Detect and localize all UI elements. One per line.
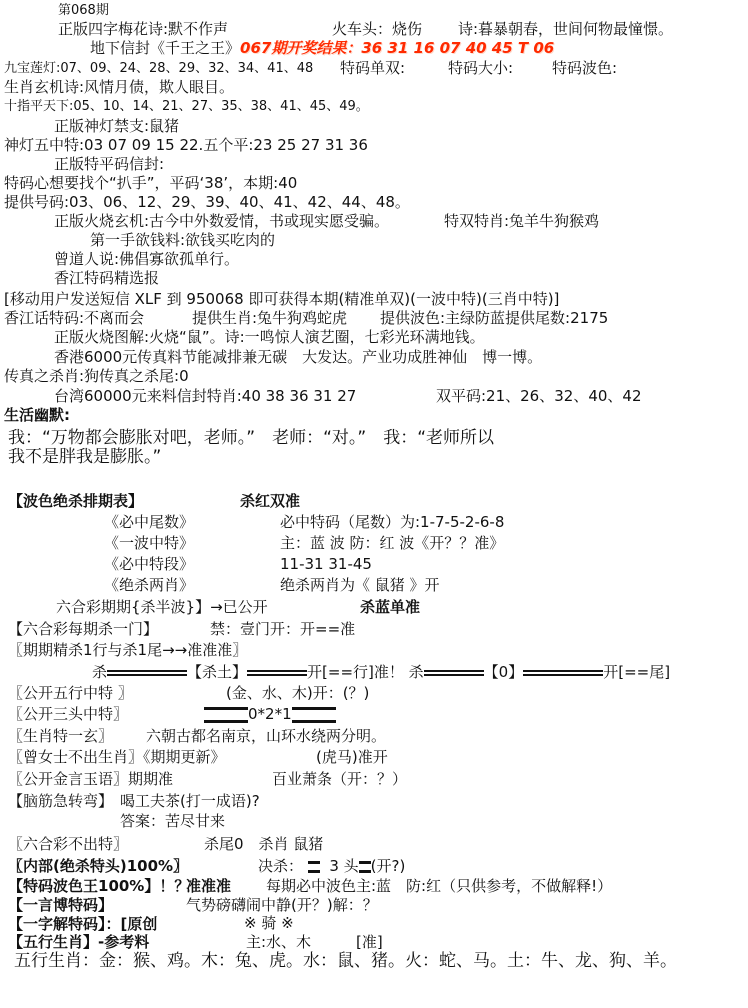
sms-promo: [移动用户发送短信 XLF 到 950068 即可获得本期(精准单双)(一波中特)(三肖中特)] bbox=[4, 290, 560, 308]
internal-kill-value bbox=[258, 857, 405, 875]
wave-title: 《一波中特》 bbox=[104, 534, 195, 552]
zodiac-mystery-value: 六朝古都名南京，山环水绕两分明。 bbox=[146, 727, 387, 745]
segment-value: 11-31 31-45 bbox=[280, 555, 372, 573]
kill-element-row bbox=[92, 663, 670, 681]
double-line bbox=[247, 670, 307, 676]
envelope-flat: 正版特平码信封: bbox=[54, 155, 165, 173]
double-line bbox=[107, 670, 187, 676]
humor-line-1: 我：“万物都会膨胀对吧，老师。” 老师：“对。” 我：“老师所以 bbox=[8, 428, 495, 448]
plum-poem-title: 正版四字梅花诗:默不作声 bbox=[58, 20, 229, 38]
zodiac-mystery-title: 〖生肖特一玄〗 bbox=[8, 727, 114, 745]
provided-wave: 提供波色:主绿防蓝提供尾数:2175 bbox=[380, 309, 609, 327]
issue-number: 第068期 bbox=[58, 3, 109, 18]
bars-left bbox=[204, 707, 248, 723]
open-q: (开?) bbox=[370, 857, 406, 875]
provided-numbers: 提供号码:03、06、12、29、39、40、41、42、44、48。 bbox=[4, 193, 410, 211]
underground-envelope-label: 地下信封《千王之王》 bbox=[90, 39, 241, 57]
double-line bbox=[523, 670, 603, 676]
poem-line: 诗:暮暴朝春，世间何物最憧憬。 bbox=[458, 20, 674, 38]
one-char-title: 【一字解特码】：[原创 bbox=[8, 915, 158, 933]
three-head-value bbox=[204, 705, 336, 723]
no-special-title: 〖六合彩不出特〗 bbox=[8, 835, 129, 853]
underground-envelope bbox=[90, 39, 554, 57]
hk-select: 香江特码精选报 bbox=[54, 269, 160, 287]
golden-words-value: 百业萧条（开：？） bbox=[272, 770, 408, 788]
kill-label: 杀 bbox=[408, 663, 424, 681]
zodiac-poem: 生肖玄机诗:风情月债，欺人眼目。 bbox=[4, 78, 235, 96]
open-row: 开[==行]准！ bbox=[307, 663, 404, 681]
fire-diagram: 正版火烧图解:火烧“鼠”。诗:一鸣惊人演艺圈，七彩光环满地钱。 bbox=[54, 328, 485, 346]
hk-talk: 香江话特码:不离而会 bbox=[4, 309, 145, 327]
three-head-code: 0*2*1 bbox=[248, 705, 292, 723]
lamp-five: 神灯五中特:03 07 09 15 22.五个平:23 25 27 31 36 bbox=[4, 136, 368, 154]
odd-even-label: 特码单双: bbox=[340, 59, 406, 77]
special-zodiac: 特双特肖:兔羊牛狗猴鸡 bbox=[444, 212, 600, 230]
kill-blue: 杀蓝单准 bbox=[360, 598, 421, 616]
big-small-label: 特码大小: bbox=[448, 59, 514, 77]
kill-door-title: 【六合彩每期杀一门】 bbox=[8, 620, 159, 638]
kill-zero: 【0】 bbox=[483, 663, 524, 681]
wave-value: 主：蓝 波 防：红 波《开？？准》 bbox=[280, 534, 505, 552]
taiwan-envelope: 台湾60000元来料信封特肖:40 38 36 31 27 bbox=[54, 387, 357, 405]
five-zodiac-accurate: [准] bbox=[356, 933, 383, 951]
three-head: 3 头 bbox=[329, 857, 359, 875]
five-zodiac-main: 主:水、木 bbox=[246, 933, 312, 951]
three-head-title: 〖公开三头中特〗 bbox=[8, 705, 129, 723]
golden-words-title: 〖公开金言玉语〗期期准 bbox=[8, 770, 174, 788]
riddle-question: 喝工夫茶(打一成语)? bbox=[120, 792, 260, 810]
zeng-says: 曾道人说:佛倡寡欲孤单行。 bbox=[54, 250, 240, 268]
open-tail: 开[==尾] bbox=[603, 663, 671, 681]
kill-label: 杀 bbox=[92, 663, 108, 681]
bars bbox=[308, 861, 320, 873]
provided-zodiac: 提供生肖:兔牛狗鸡蛇虎 bbox=[192, 309, 348, 327]
wave-king-accurate: 准准准 bbox=[186, 877, 232, 895]
two-zodiac-title: 《绝杀两肖》 bbox=[104, 576, 195, 594]
five-zodiac-list: 五行生肖：金：猴、鸡。木：兔、虎。水：鼠、猪。火：蛇、马。土：牛、龙、狗、羊。 bbox=[14, 951, 677, 971]
kill-line-tail: 〖期期精杀1行与杀1尾→→准准准〗 bbox=[8, 641, 248, 659]
two-zodiac-value: 绝杀两肖为《 鼠猪 》开 bbox=[280, 576, 440, 594]
kill-earth: 【杀土】 bbox=[187, 663, 248, 681]
lamp-ban: 正版神灯禁支:鼠猪 bbox=[54, 117, 180, 135]
no-special-value: 杀尾0 杀肖 鼠猪 bbox=[204, 835, 324, 853]
train-head: 火车头：烧伤 bbox=[332, 20, 423, 38]
ms-zeng-value: (虎马)准开 bbox=[316, 748, 388, 766]
fax-kill: 传真之杀肖:狗传真之杀尾:0 bbox=[4, 367, 189, 385]
wave-king-title: 【特码波色王100%】！？ bbox=[8, 877, 190, 895]
pickpocket-line: 特码心想要找个“扒手”，平码‘38’，本期:40 bbox=[4, 174, 298, 192]
kill-door-value: 禁：壹门开：开==准 bbox=[210, 620, 356, 638]
riddle-title: 【脑筋急转弯】 bbox=[8, 792, 114, 810]
ten-fingers: 十指平天下:05、10、14、21、27、35、38、41、45、49。 bbox=[4, 99, 369, 114]
tail-title: 《必中尾数》 bbox=[104, 513, 195, 531]
kill-red: 杀红双准 bbox=[240, 492, 301, 510]
tail-value: 必中特码（尾数）为:1-7-5-2-6-8 bbox=[280, 513, 505, 531]
draw-results: 067期开奖结果：36 31 16 07 40 45 T 06 bbox=[240, 39, 555, 57]
first-hand: 第一手欲钱料:欲钱买吃肉的 bbox=[90, 231, 276, 249]
double-line bbox=[424, 670, 484, 676]
one-word-value: 气势磅礴闹中静(开？)解：？ bbox=[186, 896, 378, 914]
wave-king-value: 每期必中波色主:蓝 防:红（只供参考，不做解释!） bbox=[266, 877, 613, 895]
segment-title: 《必中特段》 bbox=[104, 555, 195, 573]
humor-title: 生活幽默: bbox=[4, 406, 70, 424]
one-char-value: ※ 骑 ※ bbox=[244, 914, 294, 932]
ms-zeng-title: 〖曾女士不出生肖〗《期期更新》 bbox=[8, 748, 226, 766]
double-flat: 双平码:21、26、32、40、42 bbox=[436, 387, 642, 405]
fire-mystery: 正版火烧玄机:古今中外数爱情，书或现实愿受骗。 bbox=[54, 212, 390, 230]
wave-color-label: 特码波色: bbox=[552, 59, 618, 77]
nine-lotus-lamp: 九宝莲灯:07、09、24、28、29、32、34、41、48 bbox=[4, 61, 314, 76]
bars bbox=[359, 861, 371, 873]
five-zodiac-title: 【五行生肖】-参考料 bbox=[8, 933, 150, 951]
five-element-value: (金、水、木)开：(？) bbox=[226, 684, 370, 702]
riddle-answer: 答案：苦尽甘来 bbox=[120, 812, 226, 830]
bars-right bbox=[292, 707, 336, 723]
half-wave: 六合彩期期{杀半波}】→已公开 bbox=[56, 598, 268, 616]
humor-line-2: 我不是胖我是膨胀。” bbox=[8, 447, 162, 467]
internal-kill-title: 〖内部(绝杀特头)100%〗 bbox=[8, 857, 189, 875]
one-word-title: 【一言博特码】 bbox=[8, 896, 114, 914]
decisive-kill: 决杀： bbox=[258, 857, 304, 875]
five-element-title: 〖公开五行中特 〗 bbox=[8, 684, 133, 702]
wave-table-title: 【波色绝杀排期表】 bbox=[8, 492, 144, 510]
hk-fax: 香港6000元传真料节能减排兼无碳 大发达。产业功成胜神仙 博一博。 bbox=[54, 348, 543, 366]
